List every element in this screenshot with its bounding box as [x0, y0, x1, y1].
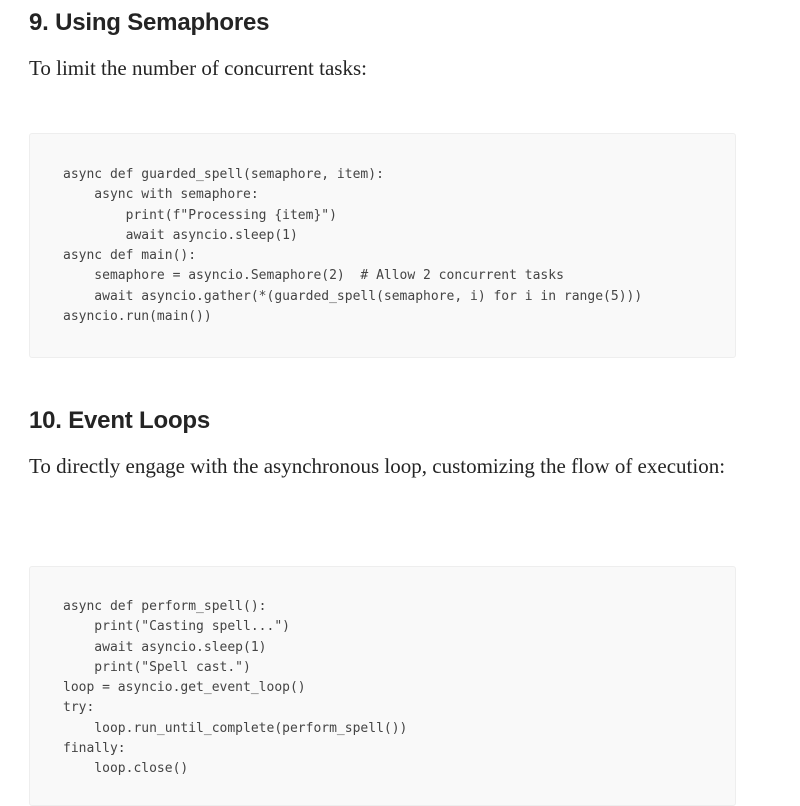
section-intro-semaphores: To limit the number of concurrent tasks: [29, 56, 367, 80]
section-heading-event-loops: 10. Event Loops [29, 407, 211, 434]
code-text-semaphores[interactable]: async def guarded_spell(semaphore, item): async with semaphore: print(f"Processing {item}") await asyncio.sleep(1) async def main(): semaphore = asyncio.Semaphore(2) # Allow 2 concurrent tasks await asyncio.gather(*(guarded_spell(semaphore, i) for i in range(5))) asyncio.run(main()) [63, 167, 643, 325]
code-text-event-loops[interactable]: async def perform_spell(): print("Casting spell...") await asyncio.sleep(1) print("Spell cast.") loop = asyncio.get_event_loop() try: loop.run_until_complete(perform_spell()) finally: loop.close() [63, 599, 408, 777]
code-block-semaphores[interactable] [29, 133, 736, 358]
section-heading-semaphores: 9. Using Semaphores [29, 9, 270, 36]
section-intro-event-loops: To directly engage with the asynchronous loop, customizing the flow of execution: [29, 454, 726, 478]
code-block-event-loops[interactable] [29, 566, 736, 806]
